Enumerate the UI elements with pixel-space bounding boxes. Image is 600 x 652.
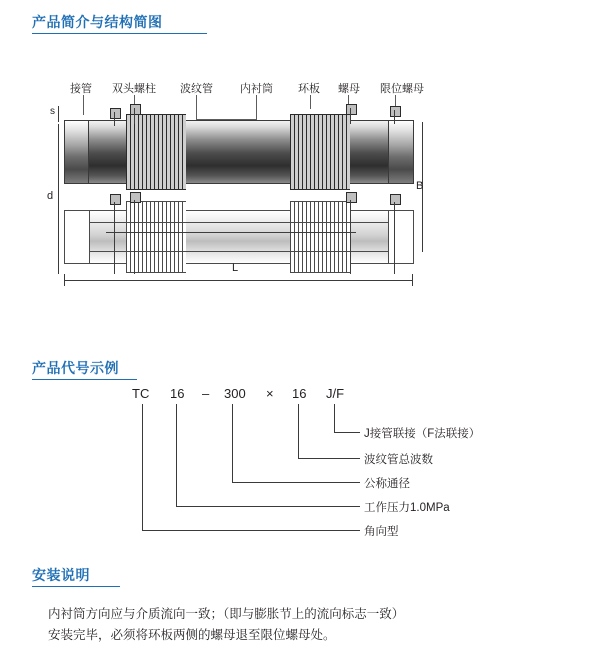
code-leader-v-1	[334, 404, 335, 432]
dim-s-label: s	[50, 106, 55, 117]
dim-B-label: B	[416, 180, 424, 192]
pipe-end-left-section	[64, 210, 90, 264]
section-rule-structure	[32, 33, 207, 34]
bellows-top-left	[126, 114, 186, 190]
code-token-times: ×	[266, 386, 274, 401]
section-rule-code	[32, 379, 137, 380]
structure-diagram	[47, 62, 550, 292]
stud-rod-top-right	[350, 108, 351, 124]
stud-nut-bottom-left	[110, 194, 121, 205]
dim-d-line	[58, 124, 59, 274]
callout-label-shuangtou: 双头螺柱	[112, 83, 156, 95]
code-leader-v-3	[232, 404, 233, 482]
stud-rod-bottom-left	[114, 202, 115, 274]
section-title-code: 产品代号示例	[32, 360, 119, 376]
callout-label-neichentong: 内衬筒	[240, 83, 273, 95]
bellows-bottom-left	[126, 201, 186, 273]
code-legend-5: 角向型	[364, 526, 399, 538]
dim-d-label: d	[47, 190, 54, 202]
bellows-top-right	[290, 114, 350, 190]
section-rule-install	[32, 586, 120, 587]
code-token-dash: –	[202, 386, 210, 401]
code-leader-h-2	[298, 458, 360, 459]
callout-leader-1	[83, 95, 84, 115]
code-leader-h-5	[142, 530, 360, 531]
callout-leader-3	[196, 95, 197, 119]
code-token-16a: 16	[170, 386, 185, 401]
code-token-jf: J/F	[326, 386, 345, 401]
code-leader-h-1	[334, 432, 360, 433]
limit-nut-bottom-right	[390, 194, 401, 205]
stud-nut-bottom-left2	[130, 192, 141, 203]
dim-L-line	[64, 280, 412, 281]
callout-label-jieguan: 接管	[70, 83, 92, 95]
stud-rod-top-left	[114, 112, 115, 126]
callout-leader-5	[310, 95, 311, 109]
callout-label-xianweiluomu: 限位螺母	[380, 83, 424, 95]
callout-label-huanban: 环板	[298, 83, 320, 95]
limit-rod-top-right	[394, 110, 395, 124]
code-token-tc: TC	[132, 386, 150, 401]
pipe-end-right	[388, 120, 414, 184]
limit-nut-top-right	[390, 106, 401, 117]
section-title-install: 安装说明	[32, 567, 90, 583]
code-token-300: 300	[224, 386, 246, 401]
install-note-line-1: 内衬筒方向应与介质流向一致；（即与膨胀节上的流向标志一致）	[48, 607, 405, 621]
code-leader-v-4	[176, 404, 177, 506]
install-note-line-2: 安装完毕，必须将环板两侧的螺母退至限位螺母处。	[48, 628, 336, 642]
code-legend-3: 公称通径	[364, 478, 410, 490]
stud-nut-top-left	[110, 108, 121, 119]
limit-rod-bottom-right	[394, 202, 395, 274]
stud-nut-top-left2	[130, 104, 141, 115]
stud-nut-bottom-right	[346, 192, 357, 203]
stud-rod-top-left2	[134, 108, 135, 124]
pipe-end-right-section	[388, 210, 414, 264]
stud-rod-bottom-left2	[134, 200, 135, 274]
code-leader-v-5	[142, 404, 143, 530]
code-leader-h-3	[232, 482, 360, 483]
dim-L-tick-left	[64, 274, 65, 286]
code-leader-h-4	[176, 506, 360, 507]
stud-rod-bottom-right	[350, 200, 351, 274]
code-legend-1: J接管联接（F法联接）	[364, 428, 481, 440]
product-code-diagram	[120, 382, 540, 538]
tie-rod-line	[106, 232, 356, 233]
liner-line-lower	[88, 251, 388, 252]
stud-nut-top-right	[346, 104, 357, 115]
pipe-end-left	[64, 120, 90, 184]
dim-s-line	[58, 106, 59, 122]
callout-label-luomu: 螺母	[338, 83, 360, 95]
section-title-structure: 产品简介与结构简图	[32, 14, 163, 30]
code-leader-v-2	[298, 404, 299, 458]
code-legend-2: 波纹管总波数	[364, 454, 433, 466]
code-token-16b: 16	[292, 386, 307, 401]
dim-L-label: L	[232, 262, 239, 274]
dim-L-tick-right	[412, 274, 413, 286]
bellows-bottom-right	[290, 201, 350, 273]
callout-label-bowenguan: 波纹管	[180, 83, 213, 95]
liner-line-upper	[88, 222, 388, 223]
code-legend-4: 工作压力1.0MPa	[364, 502, 450, 514]
